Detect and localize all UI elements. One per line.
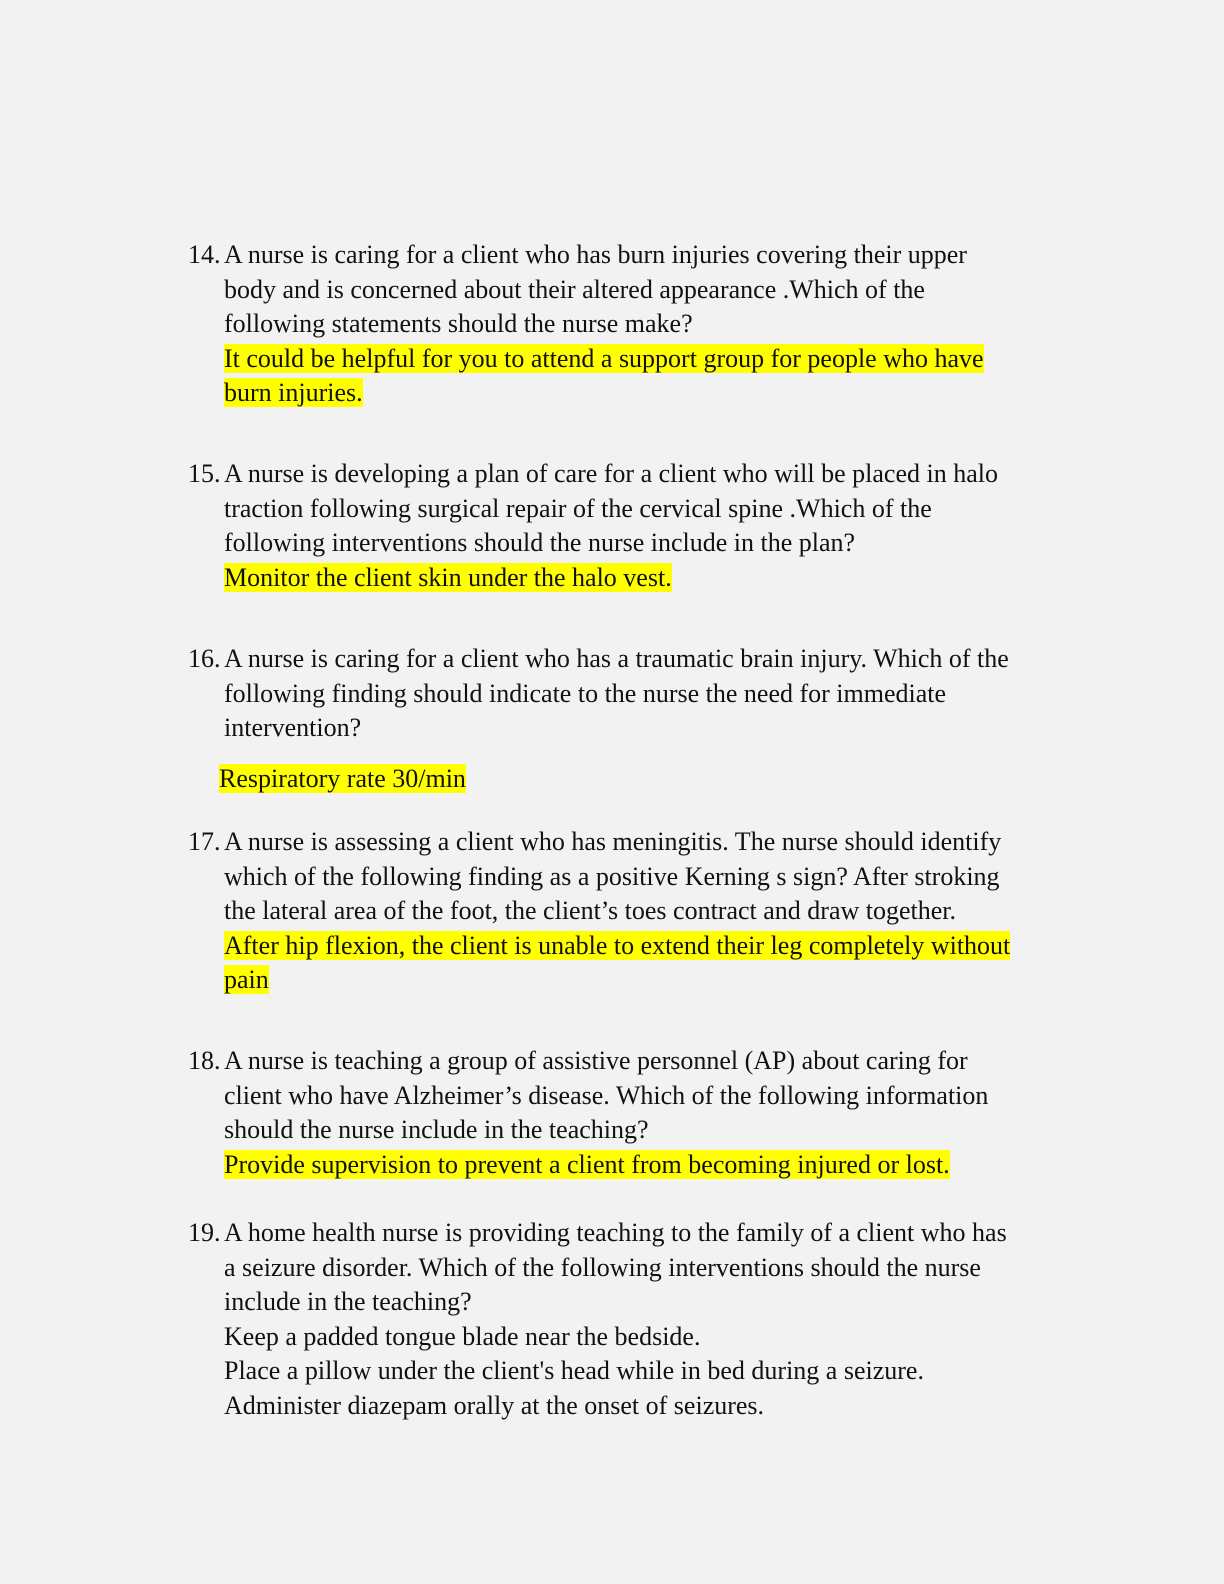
answer-line xyxy=(224,561,1088,596)
question-stem-line: following statements should the nurse make? xyxy=(224,309,693,338)
answer-line xyxy=(224,1148,1088,1183)
question-15 xyxy=(188,457,1088,595)
option-line: Place a pillow under the client's head while in bed during a seizure. xyxy=(224,1356,924,1385)
option-line: Administer diazepam orally at the onset of seizures. xyxy=(224,1390,765,1420)
question-number: 18. xyxy=(188,1046,221,1075)
question-body xyxy=(224,642,1088,746)
question-stem-line: following finding should indicate to the nurse the need for immediate xyxy=(224,678,947,708)
question-body xyxy=(224,825,1088,998)
question-stem-line: a seizure disorder. Which of the following interventions should the nurse xyxy=(224,1252,981,1282)
highlighted-answer: After hip flexion, the client is unable to extend their leg completely without xyxy=(224,930,1011,960)
question-body xyxy=(224,238,1088,411)
question-stem-line: following interventions should the nurse include in the plan? xyxy=(224,528,856,557)
question-stem-line: A nurse is developing a plan of care for a client who will be placed in halo xyxy=(224,459,998,488)
answer-line xyxy=(224,929,1088,964)
question-body xyxy=(224,457,1088,595)
question-stem-line: body and is concerned about their altered appearance .Which of the xyxy=(224,274,925,304)
answer-line xyxy=(219,762,466,797)
question-18 xyxy=(188,1044,1088,1182)
question-number: 14. xyxy=(188,240,221,269)
highlighted-answer: It could be helpful for you to attend a support group for people who have xyxy=(224,343,984,373)
question-19 xyxy=(188,1216,1088,1423)
question-number: 16. xyxy=(188,644,221,673)
answer-line xyxy=(224,342,1088,377)
highlighted-answer: burn injuries. xyxy=(224,378,363,407)
question-number: 19. xyxy=(188,1218,221,1247)
question-body xyxy=(224,1044,1088,1182)
question-16 xyxy=(188,642,1088,746)
question-17 xyxy=(188,825,1088,998)
answer-line xyxy=(224,963,1088,998)
question-stem-line: should the nurse include in the teaching? xyxy=(224,1115,649,1144)
question-stem-line: the lateral area of the foot, the client’s toes contract and draw together. xyxy=(224,896,957,925)
answer-line xyxy=(224,376,1088,411)
question-stem-line: traction following surgical repair of the cervical spine .Which of the xyxy=(224,493,932,523)
highlighted-answer: Provide supervision to prevent a client from becoming injured or lost. xyxy=(224,1149,950,1179)
question-stem-line: A nurse is caring for a client who has burn injuries covering their upper xyxy=(224,240,967,269)
highlighted-answer: Respiratory rate 30/min xyxy=(219,764,466,793)
question-stem-line: intervention? xyxy=(224,713,362,742)
question-stem-line: A nurse is assessing a client who has meningitis. The nurse should identify xyxy=(224,827,1002,856)
question-stem-line: client who have Alzheimer’s disease. Which of the following information xyxy=(224,1080,989,1110)
question-stem-line: A home health nurse is providing teaching to the family of a client who has xyxy=(224,1218,1007,1247)
question-body xyxy=(224,1216,1088,1423)
question-number: 17. xyxy=(188,827,221,856)
question-stem-line: include in the teaching? xyxy=(224,1287,472,1316)
highlighted-answer: Monitor the client skin under the halo vest. xyxy=(224,562,672,592)
question-14 xyxy=(188,238,1088,411)
question-number: 15. xyxy=(188,459,221,488)
highlighted-answer: pain xyxy=(224,965,269,994)
option-line: Keep a padded tongue blade near the bedside. xyxy=(224,1321,701,1351)
question-stem-line: which of the following finding as a positive Kerning s sign? After stroking xyxy=(224,861,1000,891)
question-stem-line: A nurse is teaching a group of assistive personnel (AP) about caring for xyxy=(224,1046,968,1075)
question-stem-line: A nurse is caring for a client who has a traumatic brain injury. Which of the xyxy=(224,644,1009,673)
